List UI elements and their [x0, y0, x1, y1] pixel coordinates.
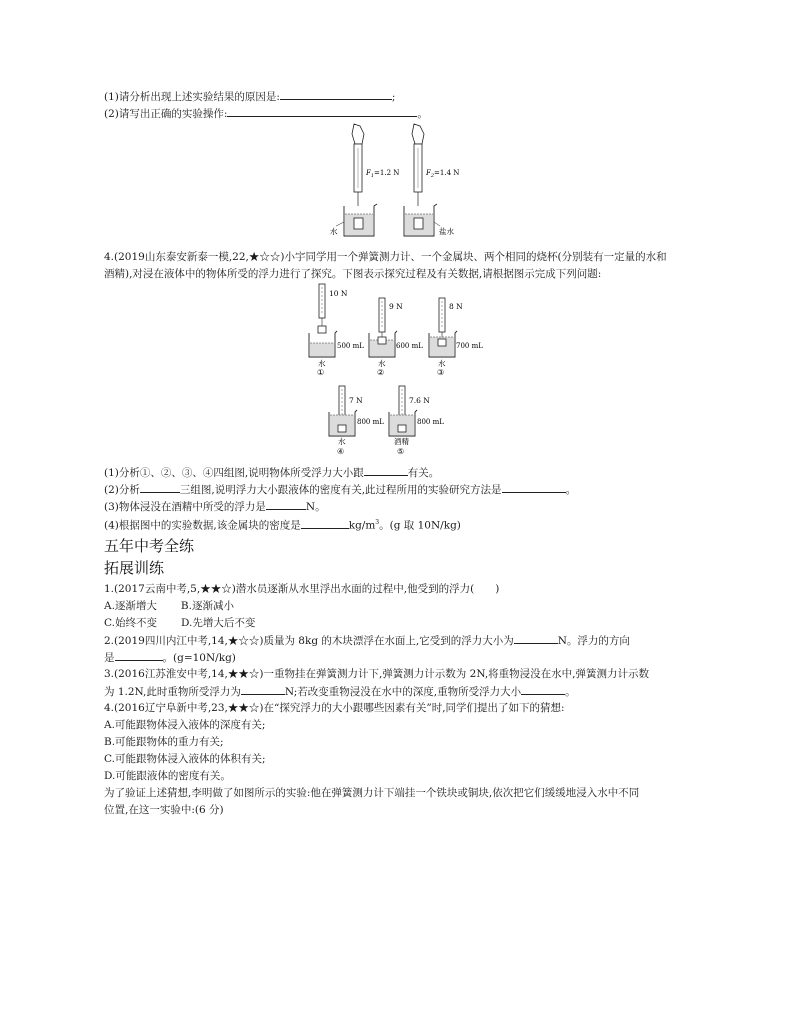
answer-blank[interactable] — [227, 106, 417, 117]
ext-q4-line: 4.(2016辽宁阜新中考,23,★★☆)在“探究浮力的大小跟哪些因素有关”时,同学们提出了如下的猜想: — [104, 702, 565, 714]
step-label: ④ — [337, 447, 345, 456]
reading-left: $F_1=1.2$ N — [366, 169, 400, 179]
force-reading: 8 N — [449, 302, 463, 311]
answer-blank[interactable] — [364, 465, 408, 476]
volume-reading: 600 mL — [396, 342, 423, 350]
step-label: ② — [377, 368, 385, 377]
ext-q3-line1: 3.(2016江苏淮安中考,14,★★☆)一重物挂在弹簧测力计下,弹簧测力计示数为 2N,将重物浸没在水中,弹簧测力计示数 — [104, 668, 650, 680]
liquid-label: 水 — [338, 437, 346, 446]
answer-blank[interactable] — [241, 684, 285, 695]
force-reading: 7.6 N — [409, 396, 430, 405]
beaker-setup-2 — [369, 298, 423, 377]
prev-q1: (1)请分析出现上述实验结果的原因是: ; — [104, 91, 396, 103]
ext-q4-guess-a: A.可能跟物体浸入液体的深度有关; — [104, 719, 266, 731]
liquid-label: 水 — [438, 359, 446, 368]
beaker-setup-1 — [309, 284, 364, 377]
spring-scale-figure-1 — [330, 122, 470, 240]
q4-intro-line1: 4.(2019山东泰安新泰一模,22,★☆☆)小宇同学用一个弹簧测力计、一个金属块、两个相同的烧杯(分别装有一定量的水和 — [104, 251, 667, 263]
q4-intro-line2: 酒精),对浸在液体中的物体所受的浮力进行了探究。下图表示探究过程及有关数据,请根据图示完成下列问题: — [104, 268, 602, 280]
volume-reading: 500 mL — [337, 342, 364, 350]
option-d[interactable]: D.先增大后不变 — [181, 617, 256, 629]
q4-sub4: (4)根据图中的实验数据,该金属块的密度是 $kg/m^3$。(g 取 10N/kg) — [104, 519, 461, 532]
liquid-label-left: 水 — [330, 227, 338, 236]
option-c[interactable]: C.始终不变 — [104, 617, 157, 629]
ext-q2-line2: 是 。(g=10N/kg) — [104, 652, 236, 664]
ext-q4-para-line2: 位置,在这一实验中:(6 分) — [104, 804, 224, 816]
answer-blank[interactable] — [521, 684, 565, 695]
q4-sub2: (2)分析 三组图,说明浮力大小跟液体的密度有关,此过程所用的实验研究方法是 。 — [104, 484, 577, 496]
volume-reading: 700 mL — [456, 342, 483, 350]
buoyancy-experiment-figure — [300, 282, 490, 458]
answer-blank[interactable] — [115, 650, 163, 661]
ext-q4-guess-d: D.可能跟液体的密度有关。 — [104, 770, 231, 782]
ext-q1: 1.(2017云南中考,5,★★☆)潜水员逐渐从水里浮出水面的过程中,他受到的浮力( ) — [104, 583, 500, 595]
ext-q1-options-ab — [104, 599, 234, 613]
ext-q1-options-cd — [104, 616, 255, 630]
section-title-extension: 拓展训练 — [104, 559, 165, 577]
hand-icon — [352, 124, 364, 144]
answer-blank[interactable] — [266, 499, 306, 510]
answer-blank[interactable] — [301, 518, 349, 529]
liquid-label-right: 盐水 — [439, 227, 454, 236]
force-reading: 9 N — [389, 302, 403, 311]
hand-icon — [412, 124, 424, 144]
force-reading: 10 N — [329, 289, 348, 298]
answer-blank[interactable] — [502, 482, 566, 493]
liquid-label: 水 — [318, 359, 326, 368]
liquid-label: 水 — [378, 359, 386, 368]
volume-reading: 800 mL — [357, 418, 384, 426]
reading-right: $F_2=1.4$ N — [426, 169, 460, 179]
answer-blank[interactable] — [514, 633, 558, 644]
metal-block — [354, 218, 363, 229]
ext-q4-guess-b: B.可能跟物体的重力有关; — [104, 736, 224, 748]
section-title-five-year: 五年中考全练 — [104, 537, 195, 555]
liquid-label: 酒精 — [394, 437, 409, 446]
option-b[interactable]: B.逐渐减小 — [180, 600, 234, 612]
metal-block — [414, 218, 423, 229]
answer-blank[interactable] — [140, 482, 180, 493]
prev-q2: (2)请写出正确的实验操作: 。 — [104, 108, 428, 120]
ext-q4-para-line1: 为了验证上述猜想,李明做了如图所示的实验:他在弹簧测力计下端挂一个铁块或铜块,依次把它们缓缓地浸入水中不同 — [104, 787, 640, 799]
beaker-setup-4 — [329, 386, 384, 456]
beaker-setup-3 — [429, 298, 483, 377]
ext-q3-line2: 为 1.2N,此时重物所受浮力为 N;若改变重物浸没在水中的深度,重物所受浮力大小 。 — [104, 686, 576, 698]
step-label: ① — [317, 368, 325, 377]
force-reading: 7 N — [349, 396, 363, 405]
beaker-setup-5 — [389, 386, 444, 456]
q4-sub3: (3)物体浸没在酒精中所受的浮力是 N。 — [104, 501, 326, 513]
ext-q4-guess-c: C.可能跟物体浸入液体的体积有关; — [104, 753, 266, 765]
q4-sub1: (1)分析①、②、③、④四组图,说明物体所受浮力大小跟 有关。 — [104, 467, 440, 479]
option-a[interactable]: A.逐渐增大 — [104, 600, 157, 612]
step-label: ⑤ — [397, 447, 405, 456]
ext-q2-line1: 2.(2019四川内江中考,14,★☆☆)质量为 8kg 的木块漂浮在水面上,它受到的浮力大小为 N。浮力的方向 — [104, 635, 630, 647]
answer-blank[interactable] — [280, 89, 392, 100]
volume-reading: 800 mL — [417, 418, 444, 426]
step-label: ③ — [437, 368, 445, 377]
